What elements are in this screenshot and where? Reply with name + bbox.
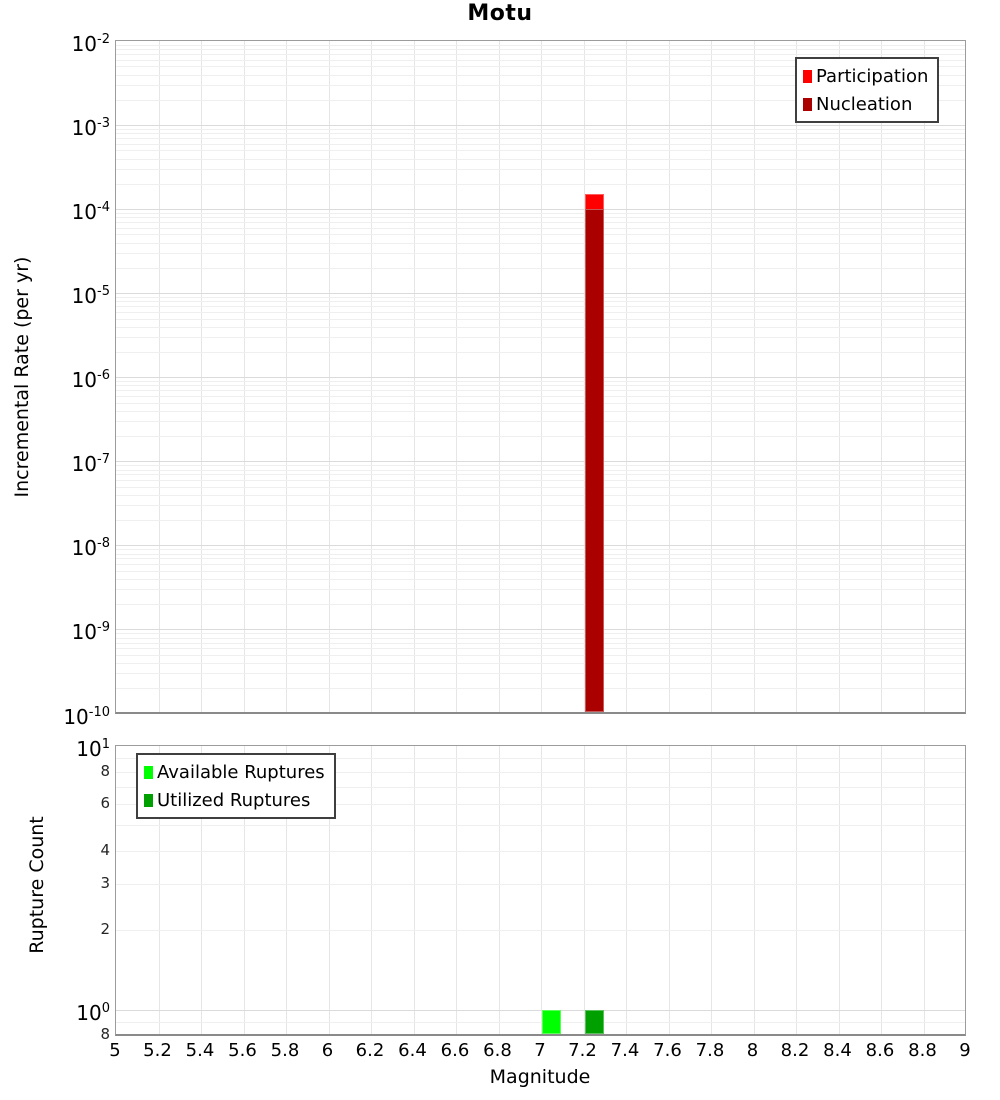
x-tick-label: 6.4: [398, 1040, 427, 1061]
major-gridline: [116, 125, 965, 126]
minor-gridline: [116, 312, 965, 313]
minor-gridline: [116, 480, 965, 481]
minor-gridline: [116, 54, 965, 55]
minor-gridline: [116, 470, 965, 471]
y-tick-label: $10^{-4}$: [71, 200, 110, 225]
minor-gridline: [116, 520, 965, 521]
vertical-gridline: [669, 746, 670, 1034]
vertical-gridline: [456, 746, 457, 1034]
vertical-gridline: [711, 746, 712, 1034]
minor-gridline: [116, 663, 965, 664]
y-tick-label: $10^{-5}$: [71, 284, 110, 309]
minor-gridline: [116, 673, 965, 674]
x-tick-label: 6.8: [483, 1040, 512, 1061]
y-tick-label: $10^{-6}$: [71, 368, 110, 393]
minor-gridline: [116, 385, 965, 386]
utilized-ruptures-swatch-icon: [144, 794, 153, 807]
x-tick-label: 8.2: [780, 1040, 810, 1061]
vertical-gridline: [839, 746, 840, 1034]
utilized-ruptures-bar: [585, 1010, 604, 1035]
minor-gridline: [116, 306, 965, 307]
minor-gridline: [116, 297, 965, 298]
minor-gridline: [116, 604, 965, 605]
major-gridline: [116, 209, 965, 210]
y-axis-label-incremental-rate: Incremental Rate (per yr): [11, 256, 33, 498]
minor-gridline: [116, 688, 965, 689]
legend-item-participation: [803, 62, 928, 90]
minor-gridline: [116, 554, 965, 555]
minor-gridline: [116, 505, 965, 506]
major-gridline: [116, 293, 965, 294]
incremental-rate-plot: [115, 40, 966, 714]
y-tick-label: 3: [100, 873, 110, 892]
minor-gridline: [116, 169, 965, 170]
minor-gridline: [116, 655, 965, 656]
y-axis-label-rupture-count: Rupture Count: [26, 816, 48, 954]
major-gridline: [116, 629, 965, 630]
participation-swatch-icon: [803, 70, 812, 83]
major-gridline: [116, 1010, 965, 1011]
minor-gridline: [116, 474, 965, 475]
minor-gridline: [116, 421, 965, 422]
minor-gridline: [116, 558, 965, 559]
vertical-gridline: [584, 746, 585, 1034]
major-gridline: [116, 377, 965, 378]
vertical-gridline: [796, 746, 797, 1034]
minor-gridline: [116, 549, 965, 550]
nucleation-bar: [585, 209, 604, 712]
x-tick-label: 5: [109, 1040, 121, 1061]
y-tick-label: 2: [100, 920, 110, 939]
x-tick-label: 5.8: [270, 1040, 300, 1061]
vertical-gridline: [414, 746, 415, 1034]
minor-gridline: [116, 184, 965, 185]
legend-item-utilized-ruptures: [144, 786, 325, 814]
y-tick-label: $10^1$: [76, 737, 110, 761]
minor-gridline: [116, 144, 965, 145]
x-tick-label: 9: [959, 1040, 971, 1061]
y-tick-label: 8: [100, 761, 110, 780]
legend-label-nucleation: Nucleation: [816, 93, 913, 115]
minor-gridline: [116, 884, 965, 885]
minor-gridline: [116, 638, 965, 639]
legend-label-utilized-ruptures: Utilized Ruptures: [157, 789, 311, 811]
minor-gridline: [116, 213, 965, 214]
minor-gridline: [116, 268, 965, 269]
x-tick-label: 5.4: [185, 1040, 215, 1061]
x-tick-label: 5.6: [228, 1040, 257, 1061]
minor-gridline: [116, 589, 965, 590]
minor-gridline: [116, 150, 965, 151]
x-tick-label: 8.6: [865, 1040, 895, 1061]
minor-gridline: [116, 825, 965, 826]
x-tick-label: 8.4: [823, 1040, 852, 1061]
y-tick-label: $10^{-2}$: [71, 32, 110, 56]
x-tick-label: 6.2: [355, 1040, 385, 1061]
minor-gridline: [116, 301, 965, 302]
nucleation-swatch-icon: [803, 98, 812, 111]
vertical-gridline: [626, 746, 627, 1034]
minor-gridline: [116, 643, 965, 644]
y-tick-label: $10^{-8}$: [71, 536, 110, 561]
minor-gridline: [116, 930, 965, 931]
minor-gridline: [116, 571, 965, 572]
minor-gridline: [116, 234, 965, 235]
minor-gridline: [116, 436, 965, 437]
vertical-gridline: [541, 746, 542, 1034]
x-tick-label: 8.8: [908, 1040, 937, 1061]
minor-gridline: [116, 222, 965, 223]
minor-gridline: [116, 396, 965, 397]
minor-gridline: [116, 129, 965, 130]
available-ruptures-swatch-icon: [144, 766, 153, 779]
minor-gridline: [116, 159, 965, 160]
x-tick-label: 7.2: [568, 1040, 597, 1061]
minor-gridline: [116, 411, 965, 412]
minor-gridline: [116, 45, 965, 46]
minor-gridline: [116, 495, 965, 496]
vertical-gridline: [754, 746, 755, 1034]
minor-gridline: [116, 390, 965, 391]
legend-item-available-ruptures: [144, 758, 325, 786]
minor-gridline: [116, 327, 965, 328]
vertical-gridline: [881, 746, 882, 1034]
legend-rates: [795, 57, 939, 123]
y-tick-label: $10^{-7}$: [71, 452, 110, 477]
minor-gridline: [116, 564, 965, 565]
minor-gridline: [116, 217, 965, 218]
minor-gridline: [116, 403, 965, 404]
y-tick-label: $10^0$: [76, 1000, 110, 1025]
x-tick-label: 7: [534, 1040, 546, 1061]
legend-ruptures: [136, 753, 336, 819]
minor-gridline: [116, 138, 965, 139]
legend-label-available-ruptures: Available Ruptures: [157, 761, 325, 783]
x-tick-label: 7.4: [610, 1040, 640, 1061]
minor-gridline: [116, 579, 965, 580]
minor-gridline: [116, 487, 965, 488]
y-tick-label: $10^{-3}$: [71, 116, 110, 141]
x-tick-label: 6.6: [440, 1040, 470, 1061]
x-tick-label: 5.2: [143, 1040, 172, 1061]
minor-gridline: [116, 319, 965, 320]
chart-title: Motu: [467, 1, 533, 26]
x-axis-label-magnitude: Magnitude: [489, 1066, 591, 1088]
x-tick-label: 7.8: [695, 1040, 725, 1061]
minor-gridline: [116, 352, 965, 353]
y-tick-label: 6: [100, 794, 110, 813]
x-tick-label: 6: [321, 1040, 334, 1061]
minor-gridline: [116, 381, 965, 382]
minor-gridline: [116, 337, 965, 338]
y-tick-label: $10^{-10}$: [63, 704, 110, 729]
major-gridline: [116, 545, 965, 546]
major-gridline: [116, 461, 965, 462]
vertical-gridline: [499, 746, 500, 1034]
minor-gridline: [116, 228, 965, 229]
minor-gridline: [116, 648, 965, 649]
legend-item-nucleation: [803, 90, 928, 118]
x-tick-label: 8: [746, 1040, 759, 1061]
y-tick-label: 4: [100, 840, 110, 859]
x-tick-label: 7.6: [653, 1040, 682, 1061]
y-tick-label: 8: [100, 1025, 110, 1043]
minor-gridline: [116, 253, 965, 254]
legend-label-participation: Participation: [816, 65, 929, 87]
vertical-gridline: [924, 746, 925, 1034]
vertical-gridline: [371, 746, 372, 1034]
minor-gridline: [116, 465, 965, 466]
minor-gridline: [116, 133, 965, 134]
minor-gridline: [116, 243, 965, 244]
y-tick-label: $10^{-9}$: [71, 620, 110, 645]
minor-gridline: [116, 1022, 965, 1023]
minor-gridline: [116, 49, 965, 50]
minor-gridline: [116, 851, 965, 852]
available-ruptures-bar: [542, 1010, 561, 1035]
minor-gridline: [116, 633, 965, 634]
